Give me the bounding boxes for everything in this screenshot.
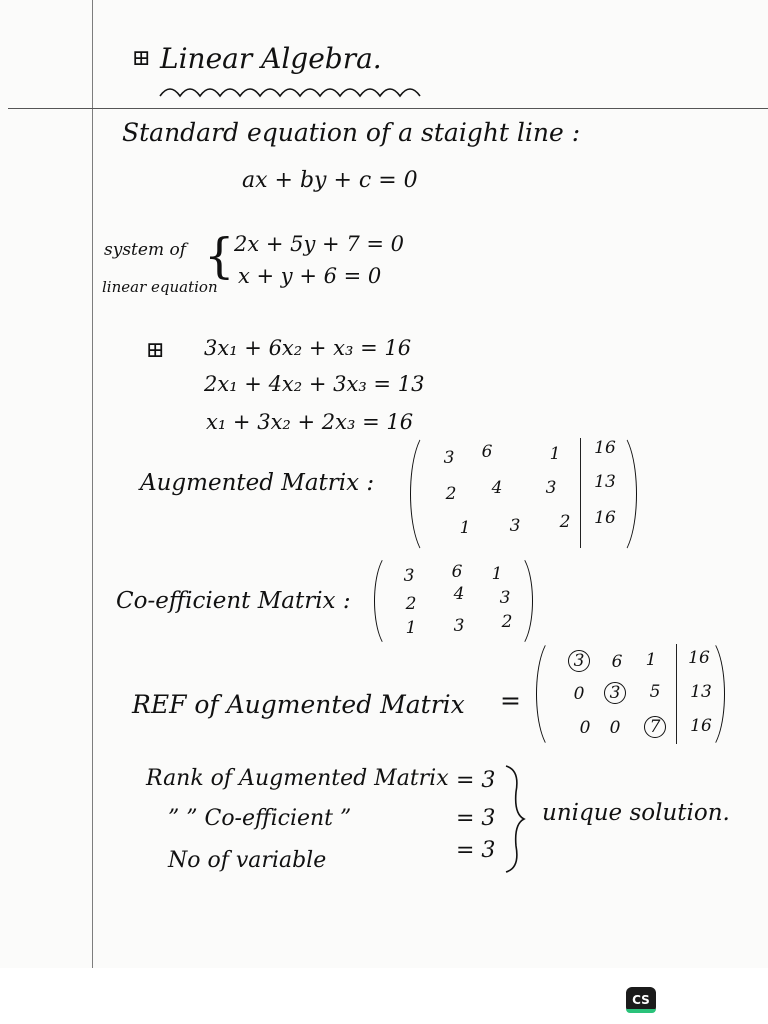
ref-cell: 0 — [609, 718, 621, 738]
coefficient-matrix — [374, 552, 534, 652]
ref-matrix — [536, 636, 726, 752]
coef-cell: 3 — [499, 588, 511, 608]
general-equation: ax + by + c = 0 — [242, 168, 418, 193]
rank-augmented-label: Rank of Augmented Matrix — [146, 766, 449, 791]
aug-cell: 6 — [481, 442, 493, 462]
aug-cell: 13 — [594, 472, 616, 492]
coef-cell: 4 — [453, 584, 465, 604]
page-title: Linear Algebra. — [160, 42, 382, 75]
ref-cell: 16 — [688, 648, 710, 668]
aug-cell: 3 — [545, 478, 557, 498]
aug-cell: 4 — [491, 478, 503, 498]
rank-brace — [502, 764, 528, 874]
coef-cell: 2 — [501, 612, 513, 632]
system-equation-1: 2x + 5y + 7 = 0 — [234, 232, 404, 256]
ref-label: REF of Augmented Matrix — [132, 690, 465, 719]
coef-cell: 1 — [405, 618, 417, 638]
rank-coefficient-label: ” ” Co-efficient ” — [168, 806, 352, 831]
augmented-label: Augmented Matrix : — [140, 470, 375, 496]
ref-cell: 0 — [573, 684, 585, 704]
camscanner-logo: CS — [626, 987, 656, 1013]
system-brace: { — [204, 228, 235, 284]
aug-cell: 1 — [459, 518, 471, 538]
example-box-icon: ⊞ — [146, 338, 165, 363]
header-rule — [8, 108, 768, 109]
system-label-line1: system of — [104, 240, 186, 260]
title-box-icon: ⊞ — [132, 46, 151, 71]
ref-pivot: 3 — [564, 650, 594, 672]
aug-cell: 1 — [549, 444, 561, 464]
ref-pivot: 7 — [640, 716, 670, 738]
example-equation-2: 2x₁ + 4x₂ + 3x₃ = 13 — [204, 372, 425, 396]
ref-cell: 6 — [611, 652, 623, 672]
margin-line — [92, 0, 93, 968]
system-label-line2: linear equation — [102, 278, 218, 296]
rank-coefficient-value: = 3 — [456, 806, 496, 831]
coefficient-label: Co-efficient Matrix : — [116, 588, 351, 614]
aug-cell: 16 — [594, 438, 616, 458]
coef-cell: 6 — [451, 562, 463, 582]
ref-pivot: 3 — [600, 682, 630, 704]
num-variables-label: No of variable — [168, 848, 327, 873]
section-heading: Standard equation of a staight line : — [122, 118, 581, 147]
ref-equals: = — [500, 686, 521, 715]
rank-augmented-value: = 3 — [456, 768, 496, 793]
coef-cell: 1 — [491, 564, 503, 584]
conclusion: unique solution. — [542, 800, 730, 826]
augmented-matrix — [410, 430, 640, 560]
ref-cell: 13 — [690, 682, 712, 702]
coef-cell: 3 — [403, 566, 415, 586]
aug-cell: 3 — [443, 448, 455, 468]
example-equation-3: x₁ + 3x₂ + 2x₃ = 16 — [206, 410, 414, 434]
ref-cell: 1 — [645, 650, 657, 670]
coef-cell: 3 — [453, 616, 465, 636]
aug-cell: 2 — [559, 512, 571, 532]
ref-cell: 0 — [579, 718, 591, 738]
ref-cell: 5 — [649, 682, 661, 702]
system-equation-2: x + y + 6 = 0 — [238, 264, 382, 288]
coef-cell: 2 — [405, 594, 417, 614]
example-equation-1: 3x₁ + 6x₂ + x₃ = 16 — [204, 336, 412, 360]
aug-cell: 16 — [594, 508, 616, 528]
aug-cell: 2 — [445, 484, 457, 504]
num-variables-value: = 3 — [456, 838, 496, 863]
title-underline-squiggle — [158, 80, 428, 102]
ref-cell: 16 — [690, 716, 712, 736]
aug-cell: 3 — [509, 516, 521, 536]
